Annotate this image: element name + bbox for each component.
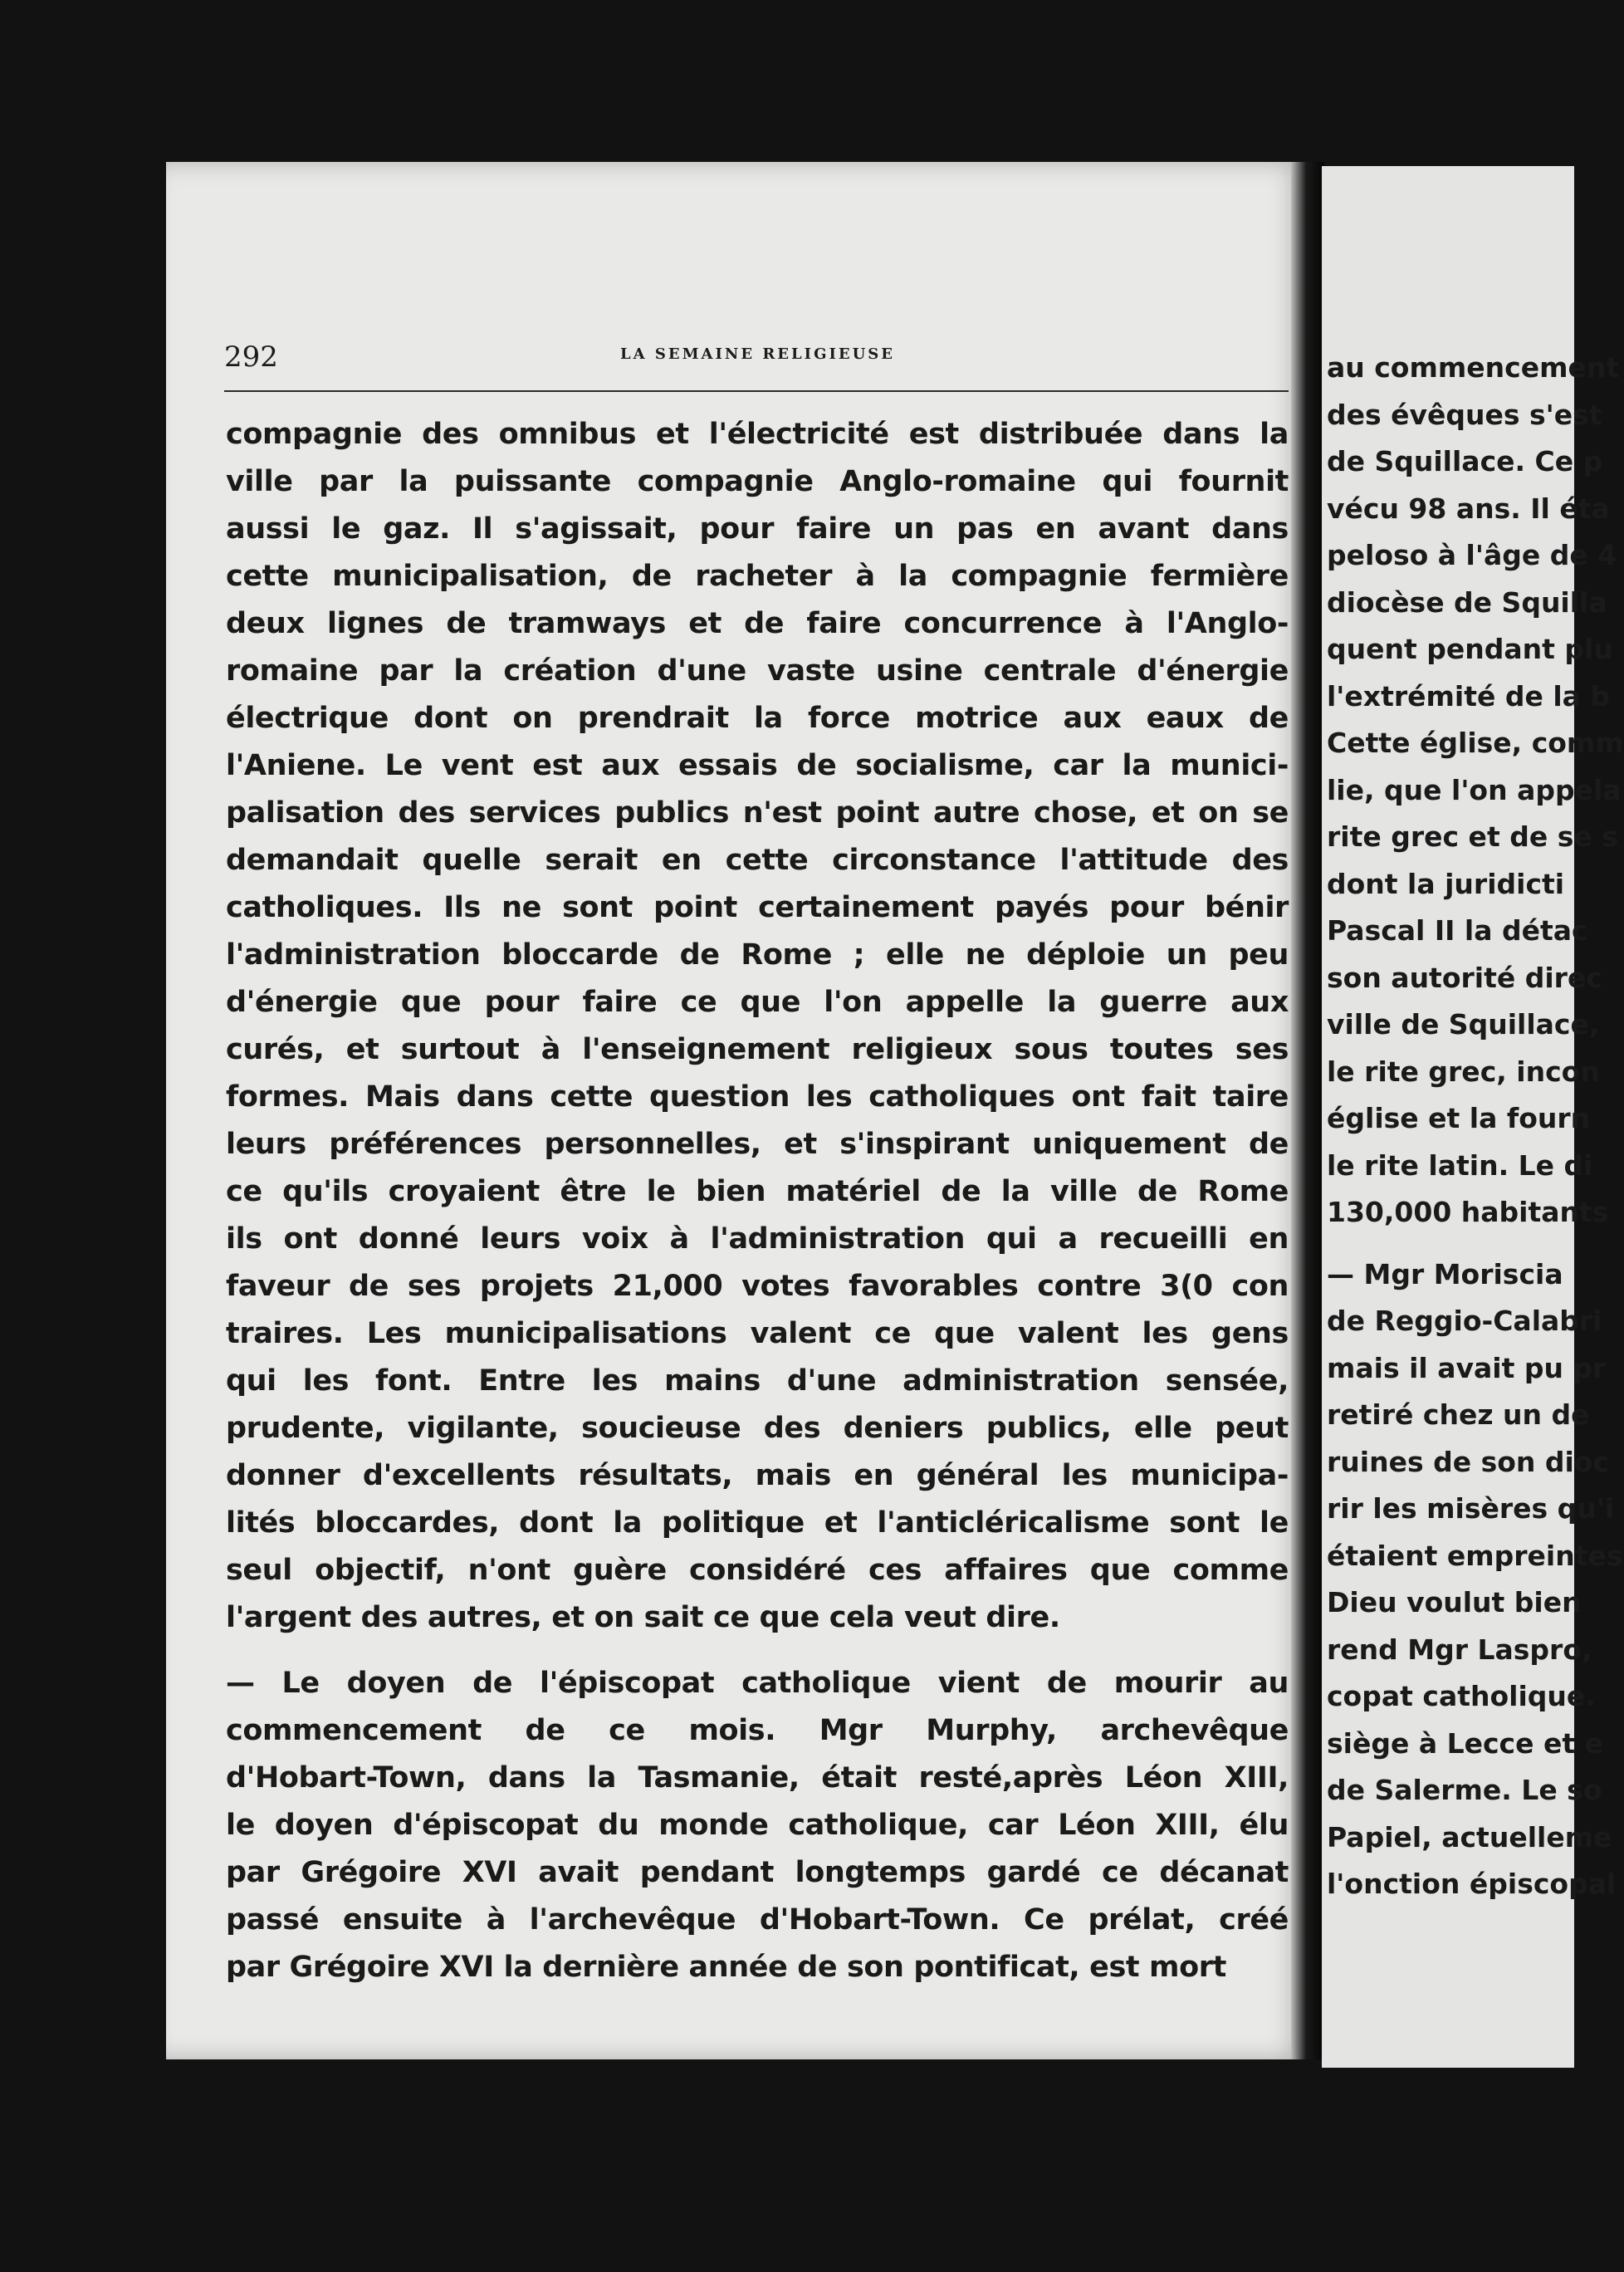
text-line: l'Aniene. Le vent est aux essais de socialisme, car la munici- <box>226 749 1289 782</box>
text-line: — Mgr Moriscia <box>1327 1257 1563 1290</box>
text-line: l'onction épiscopal <box>1327 1868 1617 1900</box>
text-line: d'énergie que pour faire ce que l'on appelle la guerre aux <box>226 986 1289 1019</box>
text-line: électrique dont on prendrait la force motrice aux eaux de <box>226 702 1289 735</box>
text-line: par Grégoire XVI la dernière année de son pontificat, est mort <box>226 1951 1226 1984</box>
text-line: Pascal II la détac <box>1327 914 1588 947</box>
text-line: par Grégoire XVI avait pendant longtemps gardé ce décanat <box>226 1856 1289 1889</box>
text-line: étaient empreintes <box>1327 1539 1623 1572</box>
text-line: le rite grec, incon <box>1327 1055 1600 1088</box>
text-line: son autorité direc <box>1327 961 1602 994</box>
text-line: rend Mgr Laspro, <box>1327 1633 1592 1666</box>
text-line: faveur de ses projets 21,000 votes favorables contre 3(0 con <box>226 1270 1289 1303</box>
text-line: lités bloccardes, dont la politique et l'anticléricalisme sont le <box>226 1506 1289 1540</box>
right-page-text <box>1327 345 1624 1908</box>
text-line: ville par la puissante compagnie Anglo-romaine qui fournit <box>226 465 1289 498</box>
text-line: deux lignes de tramways et de faire concurrence à l'Anglo- <box>226 607 1289 640</box>
header-rule <box>224 390 1289 392</box>
text-line: le rite latin. Le di <box>1327 1148 1593 1182</box>
text-line: leurs préférences personnelles, et s'inspirant uniquement de <box>226 1128 1289 1161</box>
text-line: Dieu voulut bien <box>1327 1586 1582 1618</box>
text-line: au commencement <box>1327 351 1620 384</box>
text-line: 130,000 habitants <box>1327 1196 1609 1228</box>
text-line: de Squillace. Ce p <box>1327 445 1603 477</box>
text-line: prudente, vigilante, soucieuse des deniers publics, elle peut <box>226 1412 1289 1445</box>
text-line: retiré chez un de <box>1327 1398 1590 1431</box>
text-line: formes. Mais dans cette question les catholiques ont fait taire <box>226 1080 1289 1114</box>
text-line: traires. Les municipalisations valent ce que valent les gens <box>226 1317 1289 1350</box>
text-line: demandait quelle serait en cette circonstance l'attitude des <box>226 844 1289 877</box>
text-line: seul objectif, n'ont guère considéré ces affaires que comme <box>226 1554 1289 1587</box>
text-line: ruines de son dioc <box>1327 1445 1610 1478</box>
text-line: — Le doyen de l'épiscopat catholique vient de mourir au <box>226 1667 1289 1700</box>
text-line: qui les font. Entre les mains d'une administration sensée, <box>226 1364 1289 1398</box>
text-line: siège à Lecce et e <box>1327 1726 1604 1760</box>
text-line: copat catholique. <box>1327 1680 1596 1712</box>
running-title: LA SEMAINE RELIGIEUSE <box>619 345 896 363</box>
text-line: passé ensuite à l'archevêque d'Hobart-Town. Ce prélat, créé <box>226 1903 1289 1937</box>
text-line: des évêques s'est <box>1327 398 1602 431</box>
text-line: Cette église, comm <box>1327 727 1624 759</box>
running-head <box>224 340 1291 377</box>
text-line: donner d'excellents résultats, mais en général les municipa- <box>226 1459 1289 1492</box>
text-line: rite grec et de se s <box>1327 820 1618 853</box>
text-line: de Salerme. Le so <box>1327 1774 1602 1806</box>
text-line: l'argent des autres, et on sait ce que cela veut dire. <box>226 1601 1060 1634</box>
text-line: l'extrémité de la b <box>1327 679 1611 712</box>
text-line: rir les misères qu'i <box>1327 1492 1615 1525</box>
page-number: 292 <box>224 340 278 374</box>
text-line: ville de Squillace, <box>1327 1008 1600 1041</box>
text-line: quent pendant plu <box>1327 633 1613 665</box>
text-line: dont la juridicti <box>1327 867 1565 900</box>
book-gutter <box>1291 162 1324 2059</box>
paragraph-1 <box>226 411 1289 1642</box>
text-line: compagnie des omnibus et l'électricité est distribuée dans la <box>226 418 1289 451</box>
text-line: lie, que l'on appela <box>1327 773 1622 806</box>
text-line: vécu 98 ans. Il éta <box>1327 492 1610 525</box>
text-line: peloso à l'âge de 4 <box>1327 539 1617 571</box>
text-line: ce qu'ils croyaient être le bien matériel de la ville de Rome <box>226 1175 1289 1208</box>
paragraph-2 <box>226 1660 1289 1991</box>
text-line: cette municipalisation, de racheter à la compagnie fermière <box>226 560 1289 593</box>
text-line: diocèse de Squilla <box>1327 585 1607 619</box>
text-line: curés, et surtout à l'enseignement religieux sous toutes ses <box>226 1033 1289 1066</box>
text-line: Papiel, actuelleme <box>1327 1820 1612 1853</box>
body-text <box>226 411 1289 1991</box>
text-line: aussi le gaz. Il s'agissait, pour faire un pas en avant dans <box>226 512 1289 546</box>
text-line: catholiques. Ils ne sont point certainement payés pour bénir <box>226 891 1289 924</box>
text-line: l'administration bloccarde de Rome ; elle ne déploie un peu <box>226 938 1289 972</box>
text-line: ils ont donné leurs voix à l'administration qui a recueilli en <box>226 1222 1289 1256</box>
text-line: palisation des services publics n'est point autre chose, et on se <box>226 796 1289 830</box>
text-line: romaine par la création d'une vaste usine centrale d'énergie <box>226 654 1289 688</box>
text-line: de Reggio-Calabri <box>1327 1305 1602 1337</box>
text-line: commencement de ce mois. Mgr Murphy, archevêque <box>226 1714 1289 1747</box>
text-line: église et la fourn <box>1327 1102 1591 1134</box>
text-line: d'Hobart-Town, dans la Tasmanie, était resté,après Léon XIII, <box>226 1761 1289 1795</box>
text-line: le doyen d'épiscopat du monde catholique, car Léon XIII, élu <box>226 1809 1289 1842</box>
text-line: mais il avait pu pr <box>1327 1351 1607 1384</box>
